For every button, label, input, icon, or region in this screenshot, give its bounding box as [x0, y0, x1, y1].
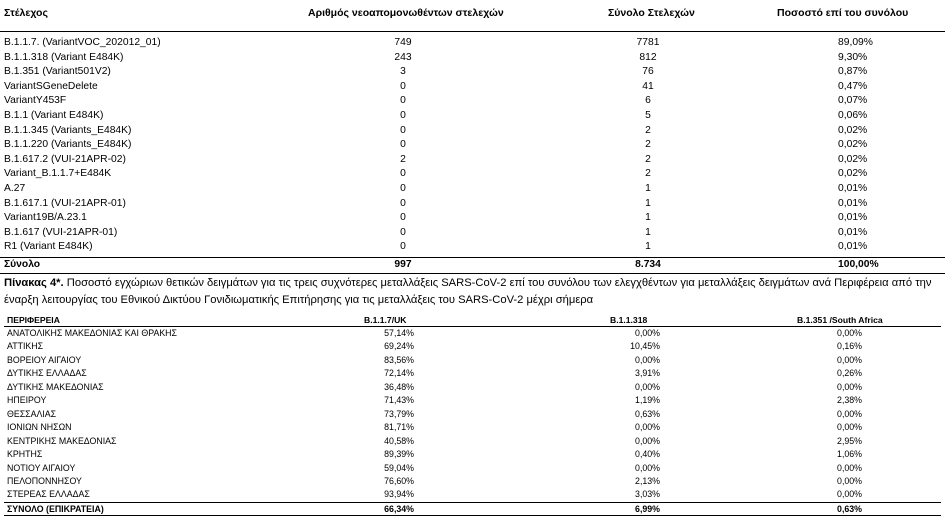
table1-row: [0, 81, 945, 96]
table1-row: [0, 241, 945, 256]
table2-row: [0, 476, 945, 490]
new-isolates-count: 2: [400, 153, 406, 165]
south-africa-pct: 0,00%: [837, 422, 862, 433]
region-name: ΑΝΑΤΟΛΙΚΗΣ ΜΑΚΕΔΟΝΙΑΣ ΚΑΙ ΘΡΑΚΗΣ: [7, 328, 177, 338]
table1-row: [0, 37, 945, 52]
percentage-value: 0,01%: [838, 241, 868, 253]
south-africa-pct: 0,00%: [837, 489, 862, 500]
total-strains: 8.734: [635, 259, 661, 270]
total-new-isolates: 997: [394, 259, 412, 270]
strain-name: B.1.1.220 (Variants_E484K): [4, 139, 132, 151]
new-isolates-count: 0: [400, 226, 406, 238]
table4-caption: [4, 275, 939, 309]
uk-variant-pct: 69,24%: [384, 341, 414, 352]
table2-row: [0, 341, 945, 355]
uk-variant-pct: 40,58%: [384, 435, 414, 446]
b11318-pct: 3,03%: [635, 489, 660, 500]
total-strains-count: 812: [639, 51, 657, 63]
table1-row: [0, 110, 945, 125]
total-label: Σύνολο: [4, 259, 41, 270]
new-isolates-count: 0: [400, 124, 406, 136]
uk-variant-pct: 73,79%: [384, 408, 414, 419]
table1-row: [0, 52, 945, 67]
total-strains-count: 2: [645, 153, 651, 165]
region-name: ΔΥΤΙΚΗΣ ΕΛΛΑΔΑΣ: [7, 368, 87, 379]
uk-variant-pct: 57,14%: [384, 328, 414, 338]
region-name: ΑΤΤΙΚΗΣ: [7, 341, 44, 352]
header-b11318: B.1.1.318: [610, 315, 648, 325]
table2-header-rule: [4, 326, 941, 327]
uk-variant-pct: 83,56%: [384, 354, 414, 365]
new-isolates-count: 243: [394, 51, 412, 63]
new-isolates-count: 749: [394, 37, 412, 48]
total-strains-count: 6: [645, 95, 651, 107]
new-isolates-count: 0: [400, 80, 406, 92]
strain-name: B.1.1.7. (VariantVOC_202012_01): [4, 37, 161, 48]
region-name: ΝΟΤΙΟΥ ΑΙΓΑΙΟΥ: [7, 462, 76, 473]
b11318-pct: 0,63%: [635, 408, 660, 419]
south-africa-pct: 0,00%: [837, 381, 862, 392]
region-name: ΠΕΛΟΠΟΝΝΗΣΟΥ: [7, 475, 82, 486]
caption-text: Ποσοστό εγχώριων θετικών δειγμάτων για τις τρεις συχνότερες μεταλλάξεις SARS-CoV-2 επί του συνόλου των ελεγχθέντων για μεταλλάξεις δειγμάτων ανά Περιφέρεια από την έναρξη λειτουργίας του Εθνικού Δικτύου Γονιδιωματικής Επιτήρησης για τις μεταλλάξεις του SARS-CoV-2 μέχρι σήμερα: [4, 277, 932, 306]
table1-row: [0, 125, 945, 140]
total-south-africa: 0,63%: [837, 504, 862, 514]
strain-name: B.1.617.2 (VUI-21APR-02): [4, 153, 126, 165]
uk-variant-pct: 72,14%: [384, 368, 414, 379]
table2-row: [0, 368, 945, 382]
b11318-pct: 0,00%: [635, 354, 660, 365]
uk-variant-pct: 71,43%: [384, 395, 414, 406]
table1-row: [0, 168, 945, 183]
b11318-pct: 3,91%: [635, 368, 660, 379]
strain-name: B.1.1.345 (Variants_E484K): [4, 124, 132, 136]
strain-name: R1 (Variant E484K): [4, 241, 93, 253]
caption-label: Πίνακας 4*.: [4, 277, 64, 289]
south-africa-pct: 0,00%: [837, 408, 862, 419]
region-name: ΒΟΡΕΙΟΥ ΑΙΓΑΙΟΥ: [7, 354, 82, 365]
table2-row: [0, 463, 945, 477]
total-strains-count: 2: [645, 168, 651, 180]
table1-bottom-rule: [0, 273, 945, 274]
new-isolates-count: 0: [400, 197, 406, 209]
region-name: ΚΕΝΤΡΙΚΗΣ ΜΑΚΕΔΟΝΙΑΣ: [7, 435, 117, 446]
total-strains-count: 2: [645, 124, 651, 136]
percentage-value: 0,07%: [838, 95, 868, 107]
total-strains-count: 1: [645, 226, 651, 238]
header-strain: Στέλεχος: [4, 7, 48, 19]
header-new-isolates: Αριθμός νεοαπομονωθέντων στελεχών: [308, 7, 504, 19]
table1-row: [0, 198, 945, 213]
percentage-value: 0,02%: [838, 124, 868, 136]
region-name: ΙΟΝΙΩΝ ΝΗΣΩΝ: [7, 422, 72, 433]
table2-row: [0, 382, 945, 396]
percentage-value: 0,01%: [838, 197, 868, 209]
south-africa-pct: 0,16%: [837, 341, 862, 352]
south-africa-pct: 0,26%: [837, 368, 862, 379]
total-strains-count: 2: [645, 139, 651, 151]
table1-row: [0, 154, 945, 169]
table1-row: [0, 66, 945, 81]
percentage-value: 0,01%: [838, 226, 868, 238]
b11318-pct: 0,40%: [635, 449, 660, 460]
total-strains-count: 1: [645, 197, 651, 209]
table1-row: [0, 139, 945, 154]
table2-row: [0, 436, 945, 450]
total-strains-count: 1: [645, 241, 651, 253]
uk-variant-pct: 36,48%: [384, 381, 414, 392]
strain-name: B.1.617.1 (VUI-21APR-01): [4, 197, 126, 209]
table1-row: [0, 227, 945, 242]
region-name: ΚΡΗΤΗΣ: [7, 449, 43, 460]
new-isolates-count: 0: [400, 168, 406, 180]
percentage-value: 0,01%: [838, 212, 868, 224]
strain-name: VariantSGeneDelete: [4, 80, 98, 92]
south-africa-pct: 2,95%: [837, 435, 862, 446]
table1-total-row: [0, 259, 945, 274]
percentage-value: 0,47%: [838, 80, 868, 92]
header-region: ΠΕΡΙΦΕΡΕΙΑ: [7, 315, 60, 325]
total-strains-count: 76: [642, 66, 654, 78]
strain-name: VariantY453F: [4, 95, 67, 107]
new-isolates-count: 3: [400, 66, 406, 78]
table2-row: [0, 395, 945, 409]
table2-row: [0, 328, 945, 342]
strain-name: Variant_B.1.1.7+E484K: [4, 168, 112, 180]
table1-row: [0, 95, 945, 110]
strain-name: B.1.1.318 (Variant E484K): [4, 51, 124, 63]
total-strains-count: 7781: [636, 37, 660, 48]
south-africa-pct: 0,00%: [837, 462, 862, 473]
total-strains-count: 1: [645, 212, 651, 224]
b11318-pct: 0,00%: [635, 422, 660, 433]
b11318-pct: 1,19%: [635, 395, 660, 406]
percentage-value: 0,02%: [838, 168, 868, 180]
header-percentage: Ποσοστό επί του συνόλου: [777, 7, 909, 19]
b11318-pct: 2,13%: [635, 475, 660, 486]
table1-total-rule: [0, 257, 945, 258]
south-africa-pct: 2,38%: [837, 395, 862, 406]
total-strains-count: 5: [645, 110, 651, 121]
percentage-value: 9,30%: [838, 51, 868, 63]
header-uk-variant: B.1.1.7/UK: [364, 315, 407, 325]
total-strains-count: 41: [642, 80, 654, 92]
region-name: ΘΕΣΣΑΛΙΑΣ: [7, 408, 57, 419]
new-isolates-count: 0: [400, 139, 406, 151]
header-south-africa-variant: B.1.351 /South Africa: [797, 315, 883, 325]
uk-variant-pct: 76,60%: [384, 475, 414, 486]
table1-header-rule: [0, 31, 945, 32]
new-isolates-count: 0: [400, 110, 406, 121]
b11318-pct: 10,45%: [630, 341, 660, 352]
b11318-pct: 0,00%: [635, 328, 660, 338]
strain-name: A.27: [4, 183, 26, 194]
total-percentage: 100,00%: [838, 259, 879, 270]
table2-row: [0, 355, 945, 369]
table2-total-rule: [4, 502, 941, 503]
total-region-label: ΣΥΝΟΛΟ (ΕΠΙΚΡΑΤΕΙΑ): [7, 504, 104, 514]
percentage-value: 89,09%: [838, 37, 873, 48]
strain-name: Variant19B/A.23.1: [4, 212, 87, 224]
region-name: ΣΤΕΡΕΑΣ ΕΛΛΑΔΑΣ: [7, 489, 90, 500]
new-isolates-count: 0: [400, 95, 406, 107]
total-b11318: 6,99%: [635, 504, 660, 514]
uk-variant-pct: 81,71%: [384, 422, 414, 433]
south-africa-pct: 0,00%: [837, 354, 862, 365]
uk-variant-pct: 59,04%: [384, 462, 414, 473]
total-uk: 66,34%: [384, 504, 414, 514]
b11318-pct: 0,00%: [635, 381, 660, 392]
uk-variant-pct: 93,94%: [384, 489, 414, 500]
header-total-strains: Σύνολο Στελεχών: [608, 7, 695, 19]
b11318-pct: 0,00%: [635, 435, 660, 446]
south-africa-pct: 0,00%: [837, 328, 862, 338]
strain-name: B.1.1 (Variant E484K): [4, 110, 104, 121]
table2-row: [0, 422, 945, 436]
table2-row: [0, 409, 945, 423]
region-name: ΔΥΤΙΚΗΣ ΜΑΚΕΔΟΝΙΑΣ: [7, 381, 104, 392]
strain-name: B.1.617 (VUI-21APR-01): [4, 226, 118, 238]
percentage-value: 0,02%: [838, 139, 868, 151]
percentage-value: 0,01%: [838, 183, 868, 194]
uk-variant-pct: 89,39%: [384, 449, 414, 460]
region-name: ΗΠΕΙΡΟΥ: [7, 395, 47, 406]
new-isolates-count: 0: [400, 212, 406, 224]
percentage-value: 0,06%: [838, 110, 868, 121]
table2-row: [0, 449, 945, 463]
percentage-value: 0,02%: [838, 153, 868, 165]
south-africa-pct: 1,06%: [837, 449, 862, 460]
percentage-value: 0,87%: [838, 66, 868, 78]
strain-name: B.1.351 (Variant501V2): [4, 66, 111, 78]
table1-row: [0, 183, 945, 198]
total-strains-count: 1: [645, 183, 651, 194]
south-africa-pct: 0,00%: [837, 475, 862, 486]
table2-row: [0, 489, 945, 503]
b11318-pct: 0,00%: [635, 462, 660, 473]
new-isolates-count: 0: [400, 241, 406, 253]
table1-row: [0, 212, 945, 227]
new-isolates-count: 0: [400, 183, 406, 194]
